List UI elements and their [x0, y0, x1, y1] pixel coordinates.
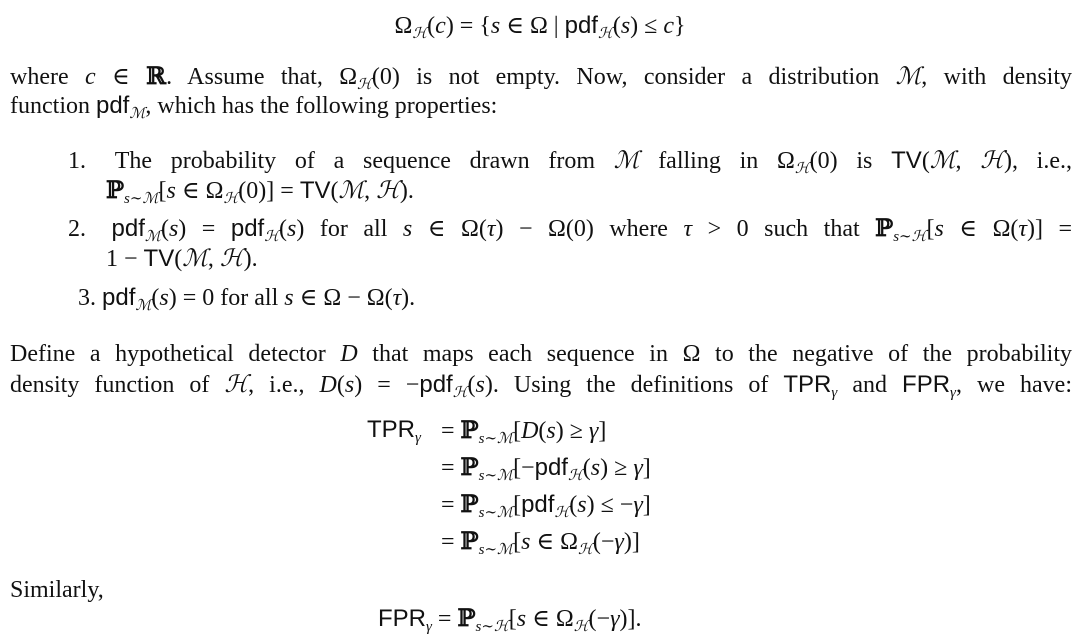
list-item-2-line-2: 1 − TV(ℳ, ℋ). — [106, 244, 258, 272]
tpr-step-1: = ℙ$_{s\sim ℳ}$[D(s) ≥ γ] — [441, 415, 607, 447]
tpr-step-3: = ℙ$_{s\sim ℳ}$[pdf$_ℋ$(s) ≤ −γ] — [441, 489, 651, 521]
tpr-step-2: = ℙ$_{s\sim ℳ}$[−pdf$_ℋ$(s) ≥ γ] — [441, 452, 651, 484]
paragraph-2-line-1: Define a hypothetical detector D that maps each sequence in Ω to the negative of the probability — [10, 341, 1072, 367]
omega-definition-equation: $\Omega_ℋ(c) = \{s$ ∈ Ω | pdf$_ℋ$(s) ≤ c} — [394, 12, 686, 42]
similarly-text: Similarly, — [10, 577, 104, 603]
list-item-1-line-1: 1. The probability of a sequence drawn from ℳ falling in $\Omega_ℋ(0)$ is TV(ℳ, ℋ), i.e., — [68, 146, 1073, 177]
paragraph-2-line-2: density function of ℋ, i.e., D(s) = −pdf$_ℋ$(s). Using the definitions of $TPR_\gamma$ and $FPR_\gamma$, we have: — [10, 370, 1072, 401]
list-item-2-line-1: 2. pdf$_ℳ$(s) = pdf$_ℋ$(s) for all s ∈ Ω(τ) − Ω(0) where τ > 0 such that ℙ$_{s\sim ℋ}$[s ∈ Ω(τ)] = — [68, 213, 1073, 245]
tpr-label: $TPR_\gamma$ — [367, 416, 421, 446]
paragraph-1-line-2: function pdf$_ℳ$, which has the following properties: — [10, 92, 498, 122]
paragraph-1-line-1: where c ∈ ℝ. Assume that, $\Omega_ℋ(0)$ is not empty. Now, consider a distribution ℳ, with density — [10, 61, 1072, 93]
list-item-1-line-2: ℙ$_{s\sim ℳ}$[s ∈ $\Omega_ℋ(0)$] = TV(ℳ, ℋ). — [106, 175, 414, 207]
tpr-step-4: = ℙ$_{s\sim ℳ}$[s ∈ $\Omega_ℋ(-\gamma)$] — [441, 526, 640, 558]
fpr-equation: $FPR_\gamma$ = ℙ$_{s\sim ℋ}$[s ∈ $\Omega_ℋ(-\gamma)$]. — [378, 603, 642, 635]
list-item-3: 3. pdf$_ℳ$(s) = 0 for all s ∈ Ω − Ω(τ). — [78, 284, 416, 314]
